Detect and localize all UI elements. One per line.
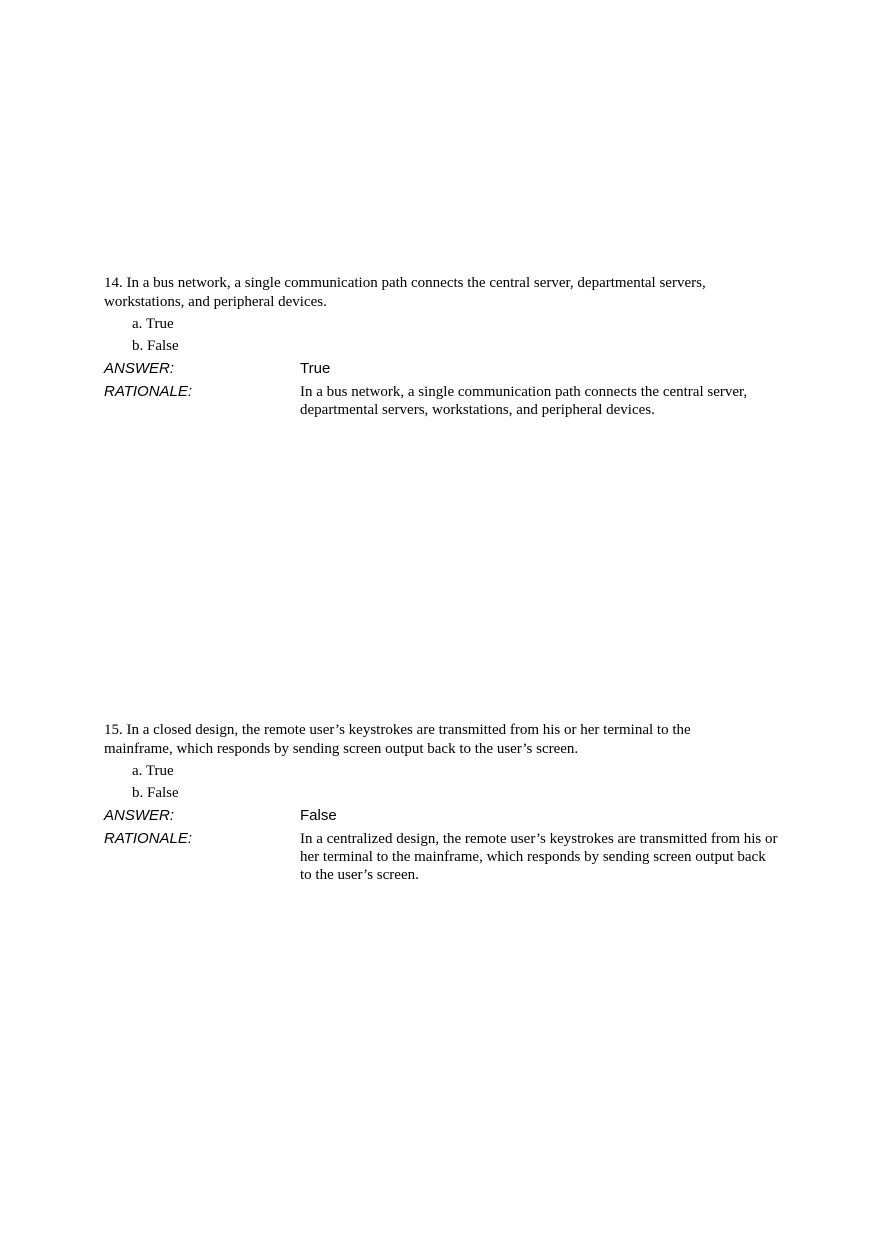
question-15 [104,721,784,884]
answer-label: ANSWER: [104,360,175,377]
answer-value: False [300,807,337,824]
option-a: a. True [132,763,174,779]
answer-label: ANSWER: [104,807,175,824]
rationale-row [104,380,784,419]
option-a: a. True [132,316,174,332]
answer-row [104,357,784,380]
question-stem: 15. In a closed design, the remote user’s keystrokes are transmitted from his or her terminal to the mainframe, which responds by sending screen output back to the user’s screen. [104,722,691,757]
answer-value: True [300,360,331,377]
rationale-row [104,827,784,884]
answer-options [104,760,784,804]
option-b: b. False [132,338,179,354]
answer-row [104,804,784,827]
rationale-text: In a bus network, a single communication path connects the central server, departmental servers, workstations, and peripheral devices. [300,384,748,418]
rationale-label: RATIONALE: [104,383,193,400]
answer-options [104,313,784,357]
option-b: b. False [132,785,179,801]
rationale-label: RATIONALE: [104,830,193,847]
question-14 [104,274,784,419]
question-stem: 14. In a bus network, a single communication path connects the central server, departmental servers, workstations, and peripheral devices. [104,275,706,310]
rationale-text: In a centralized design, the remote user’s keystrokes are transmitted from his or her terminal to the mainframe, which responds by sending screen output back to the user’s screen. [300,831,778,883]
